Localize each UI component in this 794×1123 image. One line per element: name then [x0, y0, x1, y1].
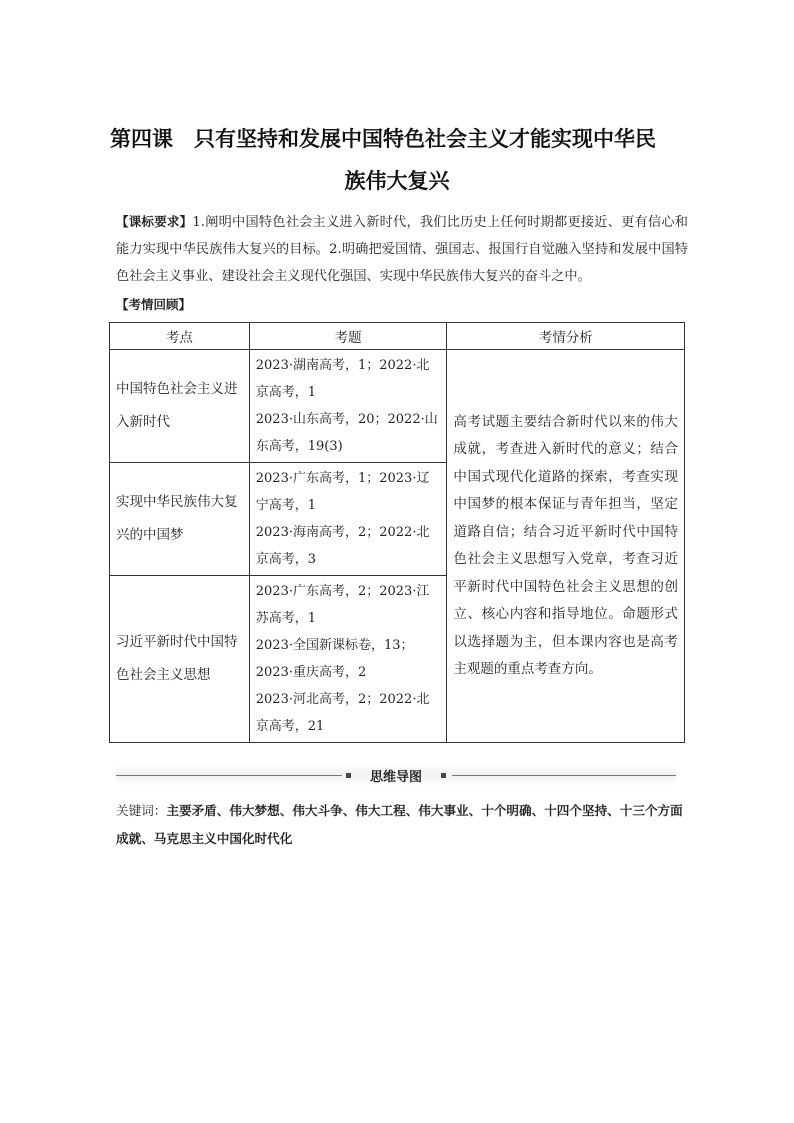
question-item: 2023·山东高考，20；2022·山东高考，19(3): [255, 412, 438, 454]
divider-line-right: [452, 775, 676, 776]
question-item: 2023·广东高考，2；2023·江苏高考，1: [255, 584, 430, 626]
question-item: 2023·广东高考，1；2023·辽宁高考，1: [255, 471, 430, 513]
requirements-text: 1.阐明中国特色社会主义进入新时代，我们比历史上任何时期都更接近、更有信心和能力实现中华民族伟大复兴的目标。2.明确把爱国情、强国志、报国行自觉融入坚持和发展中国特色社会主义事业、建设社会主义现代化强国、实现中华民族伟大复兴的奋斗之中。: [116, 215, 688, 284]
exam-review-table: [109, 322, 685, 743]
table-header-row: [110, 323, 685, 350]
exam-point: 中国特色社会主义进入新时代: [110, 350, 250, 463]
question-item: 2023·海南高考，2；2022·北京高考，3: [255, 525, 430, 567]
exam-questions: [249, 463, 447, 576]
question-item: 2023·重庆高考，2: [255, 665, 367, 680]
header-questions: 考题: [249, 323, 447, 350]
question-item: 2023·湖南高考，1；2022·北京高考，1: [255, 358, 430, 400]
header-point: 考点: [110, 323, 250, 350]
table-row: [110, 350, 685, 463]
keywords-label: 关键词：: [116, 803, 167, 818]
curriculum-requirements: [116, 208, 688, 290]
question-item: 2023·全国新课标卷，13；: [255, 638, 414, 653]
mindmap-heading: 思维导图: [369, 770, 422, 785]
exam-analysis: 高考试题主要结合新时代以来的伟大成就，考查进入新时代的意义；结合中国式现代化道路的探索，考查实现中国梦的根本保证与青年担当，坚定道路自信；结合习近平新时代中国特色社会主义思想写入党章，考查习近平新时代中国特色社会主义思想的创立、核心内容和指导地位。命题形式以选择题为主，但本课内容也是高考主观题的重点考查方向。: [447, 350, 685, 743]
exam-point: 习近平新时代中国特色社会主义思想: [110, 576, 250, 743]
requirements-tag: 【课标要求】: [116, 214, 193, 229]
lesson-title: [110, 118, 684, 202]
square-bullet-icon: [441, 773, 446, 778]
lesson-title-line-1: 第四课 只有坚持和发展中国特色社会主义才能实现中华民: [110, 127, 656, 151]
lesson-title-line-2: 族伟大复兴: [344, 169, 450, 193]
exam-review-heading: 【考情回顾】: [116, 297, 192, 312]
mindmap-section-divider: [116, 764, 676, 786]
keywords-value: 主要矛盾、伟大梦想、伟大斗争、伟大工程、伟大事业、十个明确、十四个坚持、十三个方面成就、马克思主义中国化时代化: [116, 803, 683, 846]
keywords-paragraph: [116, 797, 690, 853]
exam-questions: [249, 576, 447, 743]
square-bullet-icon: [346, 773, 351, 778]
exam-point: 实现中华民族伟大复兴的中国梦: [110, 463, 250, 576]
header-analysis: 考情分析: [447, 323, 685, 350]
question-item: 2023·河北高考，2；2022·北京高考，21: [255, 692, 430, 734]
exam-questions: [249, 350, 447, 463]
divider-line-left: [116, 775, 342, 776]
